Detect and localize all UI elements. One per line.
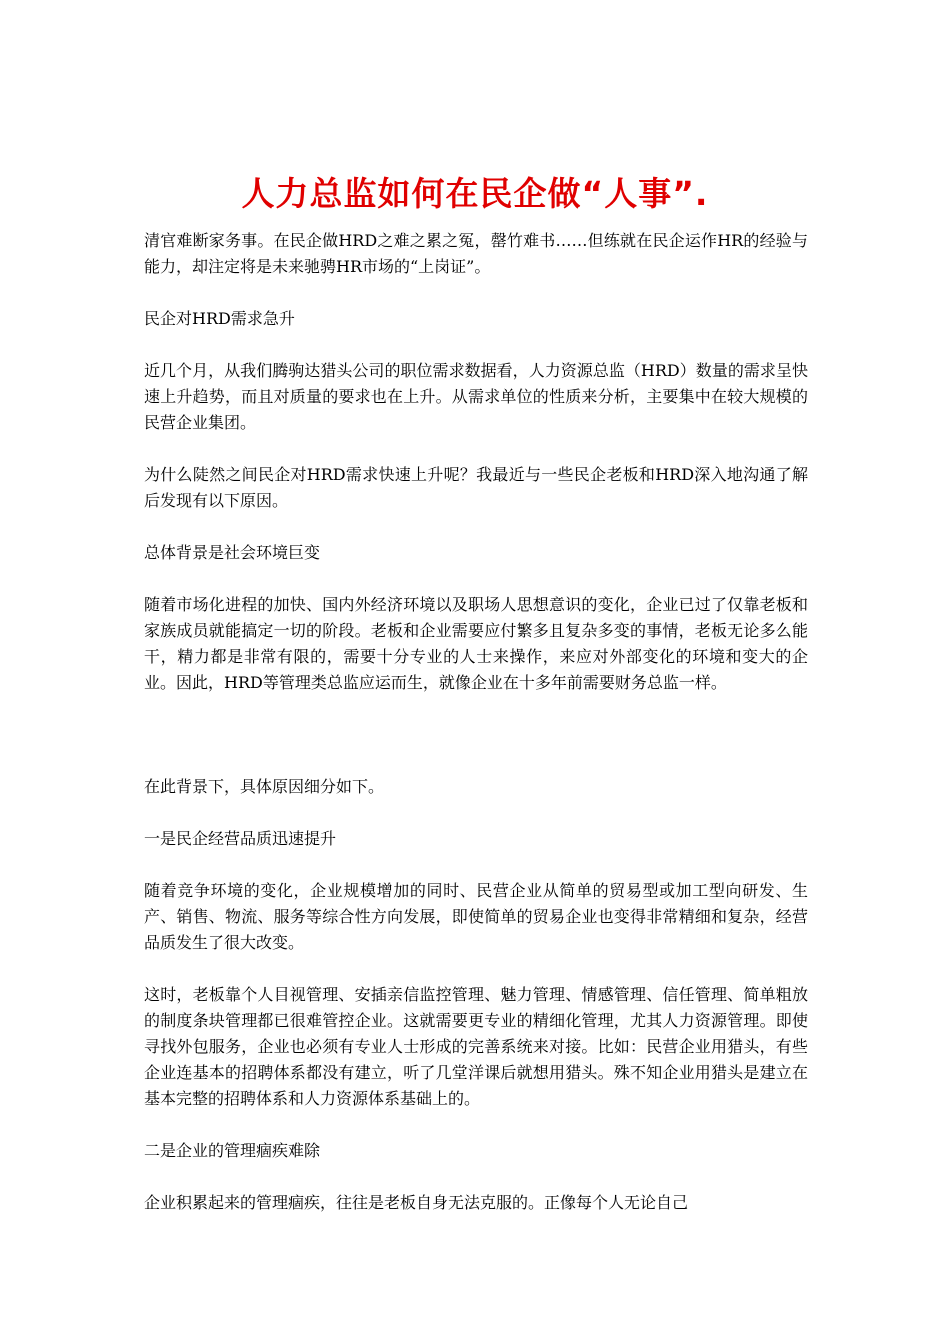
document-title: 人力总监如何在民企做“人事”. bbox=[241, 174, 709, 214]
paragraph: 随着市场化进程的加快、国内外经济环境以及职场人思想意识的变化，企业已过了仅靠老板和家族成员就能搞定一切的阶段。老板和企业需要应付繁多且复杂多变的事情，老板无论多么能干，精力都是非常有限的，需要十分专业的人士来操作，来应对外部变化的环境和变大的企业。因此，HRD等管理类总监应运而生，就像企业在十多年前需要财务总监一样。 bbox=[144, 595, 808, 692]
paragraph: 随着竞争环境的变化，企业规模增加的同时、民营企业从简单的贸易型或加工型向研发、生产、销售、物流、服务等综合性方向发展，即使简单的贸易企业也变得非常精细和复杂，经营品质发生了很大改变。 bbox=[144, 881, 808, 952]
paragraph-intro: 清官难断家务事。在民企做HRD之难之累之冤，罄竹难书……但练就在民企运作HR的经验与能力，却注定将是未来驰骋HR市场的“上岗证”。 bbox=[144, 231, 808, 276]
section-heading: 二是企业的管理痼疾难除 bbox=[144, 1141, 321, 1160]
paragraph: 在此背景下，具体原因细分如下。 bbox=[144, 777, 385, 796]
section-heading: 民企对HRD需求急升 bbox=[144, 309, 295, 328]
section-heading: 一是民企经营品质迅速提升 bbox=[144, 829, 337, 848]
paragraph: 企业积累起来的管理痼疾，往往是老板自身无法克服的。正像每个人无论自己 bbox=[144, 1193, 689, 1212]
paragraph: 近几个月，从我们腾驹达猎头公司的职位需求数据看，人力资源总监（HRD）数量的需求呈快速上升趋势，而且对质量的要求也在上升。从需求单位的性质来分析，主要集中在较大规模的民营企业集团。 bbox=[144, 361, 808, 432]
document-body bbox=[144, 228, 808, 1242]
section-heading: 总体背景是社会环境巨变 bbox=[144, 543, 321, 562]
paragraph: 这时，老板靠个人目视管理、安插亲信监控管理、魅力管理、情感管理、信任管理、简单粗放的制度条块管理都已很难管控企业。这就需要更专业的精细化管理，尤其人力资源管理。即使寻找外包服务，企业也必须有专业人士形成的完善系统来对接。比如：民营企业用猎头，有些企业连基本的招聘体系都没有建立，听了几堂洋课后就想用猎头。殊不知企业用猎头是建立在基本完整的招聘体系和人力资源体系基础上的。 bbox=[144, 985, 808, 1108]
paragraph: 为什么陡然之间民企对HRD需求快速上升呢？我最近与一些民企老板和HRD深入地沟通了解后发现有以下原因。 bbox=[144, 465, 808, 510]
